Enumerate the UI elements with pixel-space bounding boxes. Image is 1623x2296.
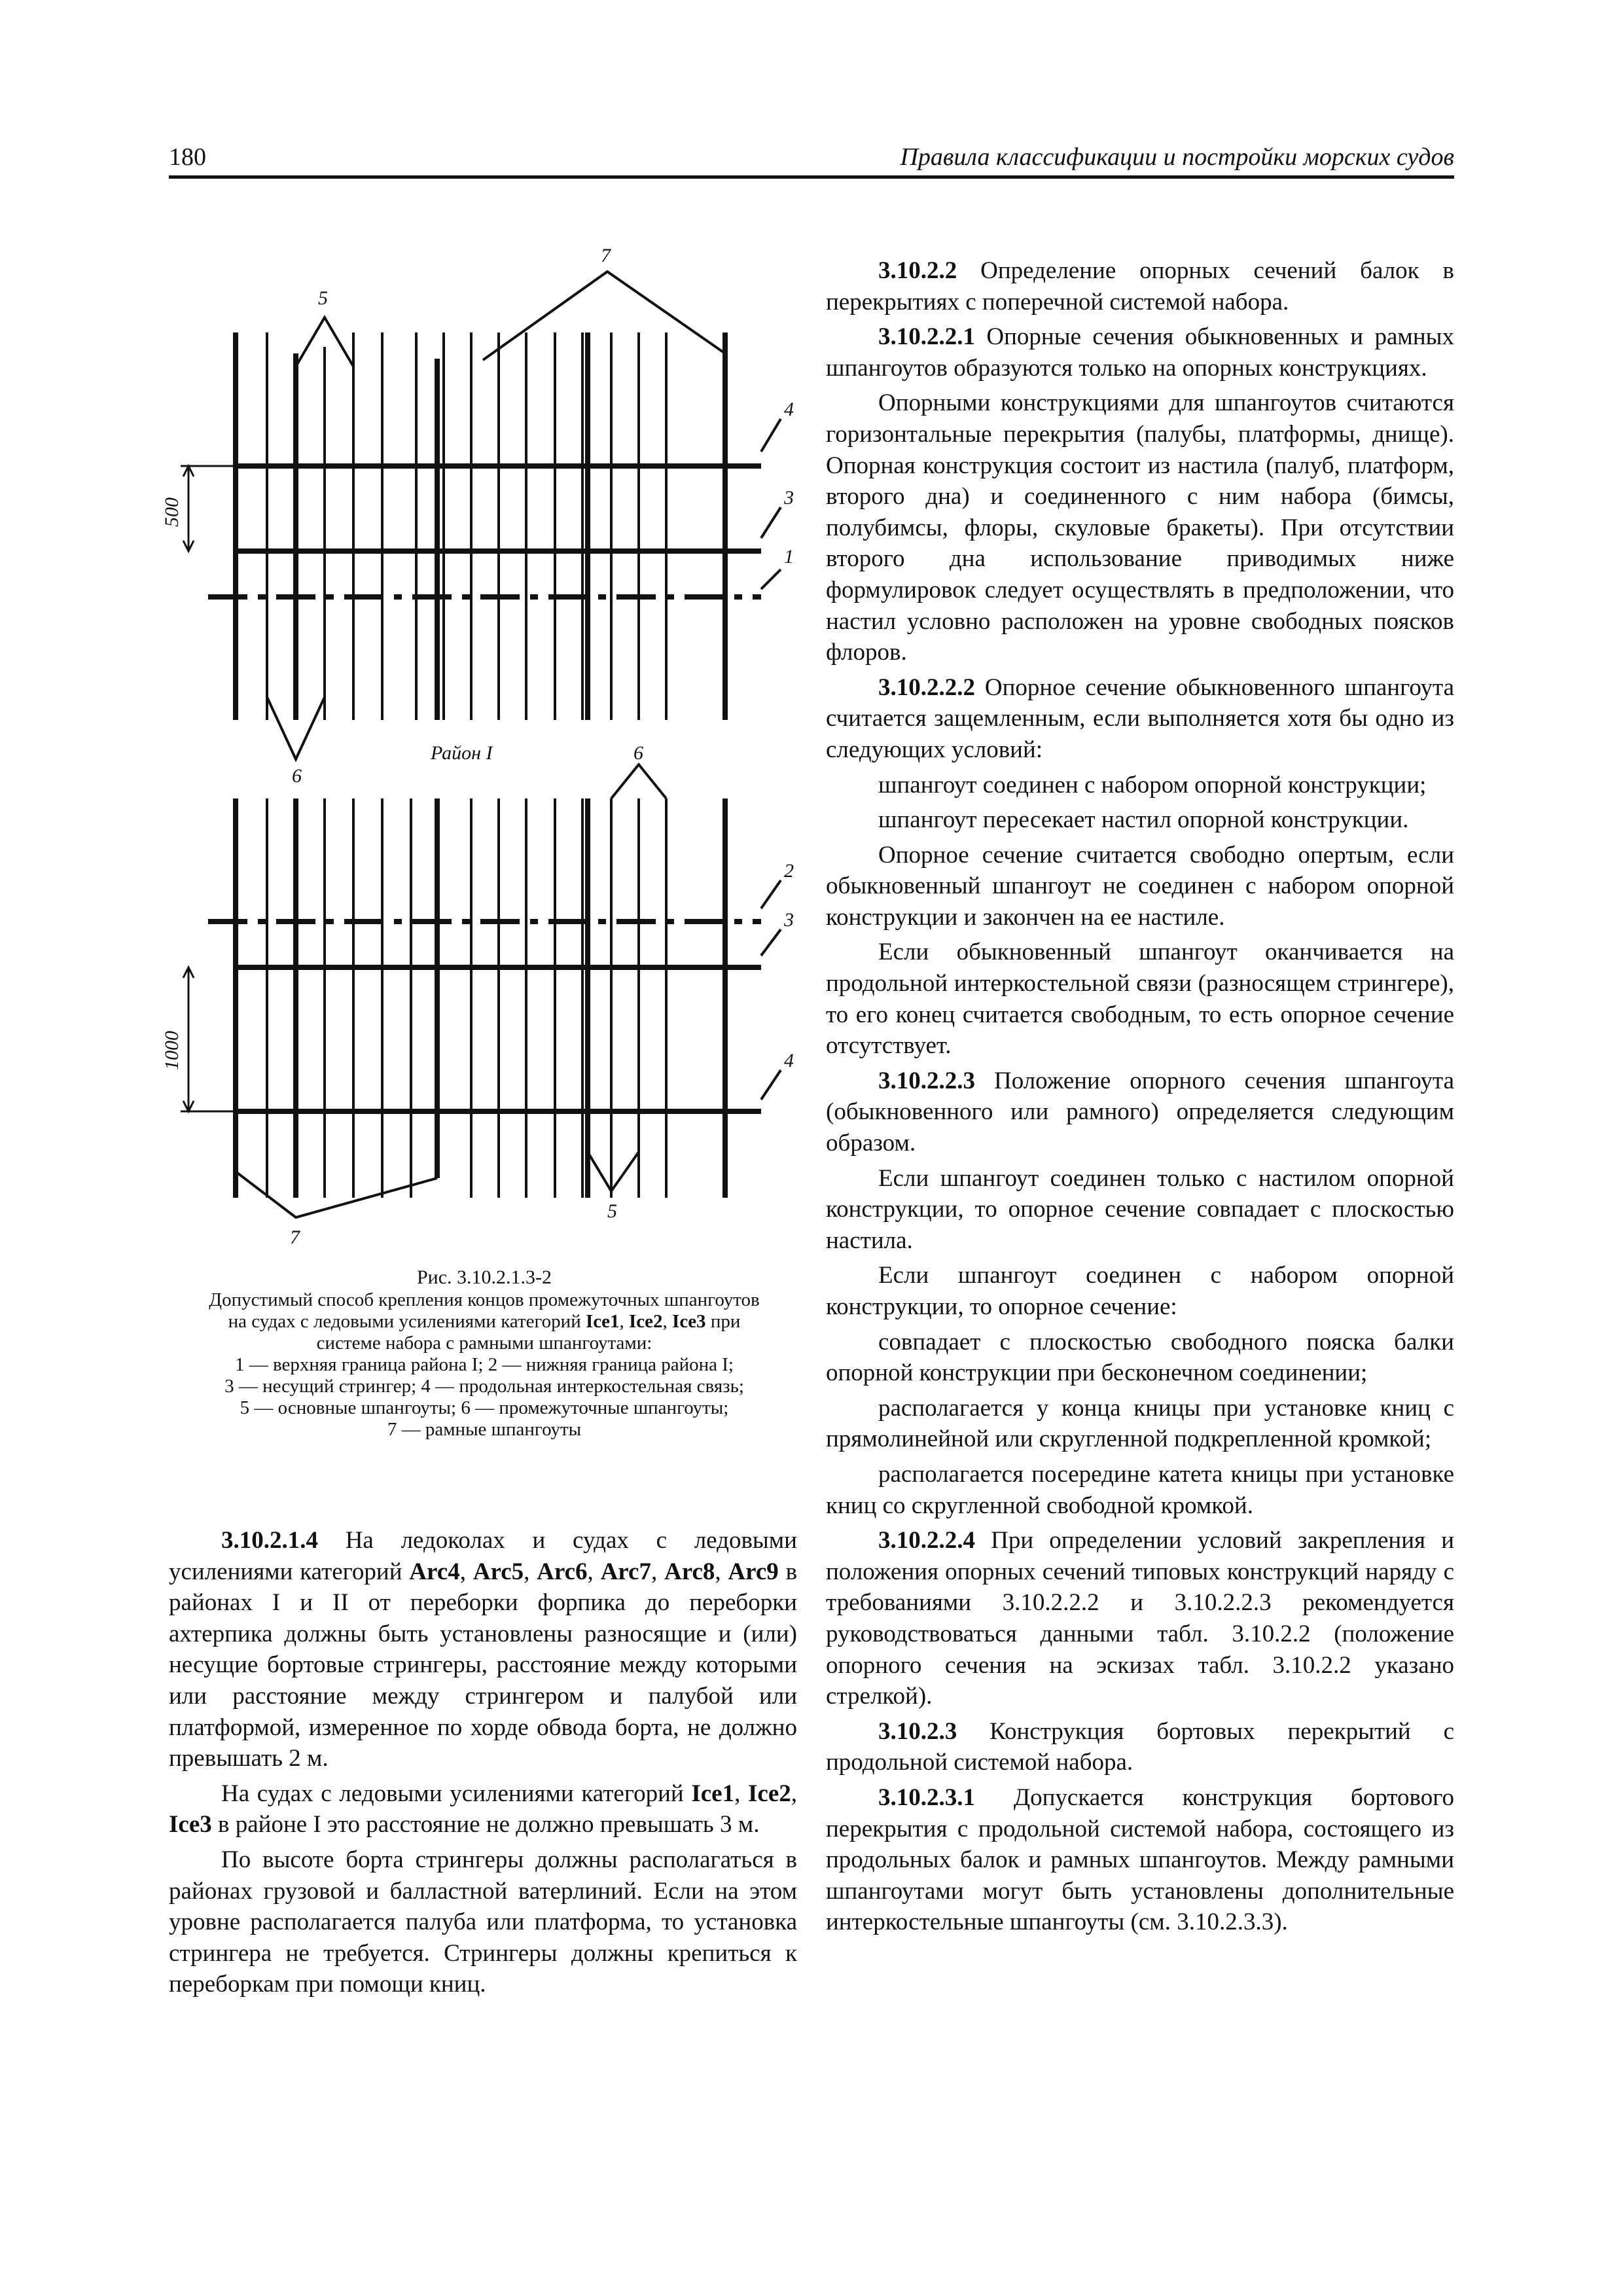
paragraph-case-1: совпадает с плоскостью свободного пояска балки опорной конструкции при бесконечном соединении;	[826, 1328, 1454, 1387]
paragraph-plating-only: Если шпангоут соединен только с настилом опорной конструкции, то опорное сечение совпадает с плоскостью настила.	[826, 1164, 1454, 1254]
paragraph-case-3: располагается посередине катета кницы при установке книц со скругленной свободной кромкой.	[826, 1460, 1454, 1519]
callout-6-upper-label: 6	[633, 742, 643, 764]
header-rule	[169, 175, 1454, 179]
paragraph-3-10-2-2-1: 3.10.2.2.1 Опорные сечения обыкновенных и рамных шпангоутов образуются только на опорных конструкциях.	[826, 323, 1454, 382]
paragraph-3-10-2-2-4: 3.10.2.2.4 При определении условий закрепления и положения опорных сечений типовых конструкций наряду с требованиями 3.10.2.2.2 и 3.10.2.2.3 рекомендуется руководствоваться данными табл. 3.10.2.2 (положение опорного сечения на эскизах табл. 3.10.2.2 указано стрелкой).	[826, 1527, 1454, 1710]
paragraph-3-10-2-2-2: 3.10.2.2.2 Опорное сечение обыкновенного шпангоута считается защемленным, если выполняется хотя бы одно из следующих условий:	[826, 673, 1454, 763]
callout-7-bottom-label: 7	[290, 1227, 300, 1248]
callout-5-bottom-marker	[588, 1152, 639, 1191]
running-title: Правила классификации и постройки морских судов	[900, 143, 1454, 171]
callout-7-top-label: 7	[601, 245, 611, 266]
dimension-1000-label: 1000	[161, 1031, 183, 1070]
right-column	[826, 255, 1454, 1942]
caption-line-1: Допустимый способ крепления концов промежуточных шпангоутов	[209, 1289, 760, 1310]
paragraph-simply-supported: Опорное сечение считается свободно опертым, если обыкновенный шпангоут не соединен с набором опорной конструкции и закончен на ее настиле.	[826, 841, 1454, 931]
paragraph-3-10-2-3: 3.10.2.3 Конструкция бортовых перекрытий с продольной системой набора.	[826, 1717, 1454, 1776]
paragraph-ice-categories: На судах с ледовыми усилениями категорий Ice1, Ice2, Ice3 в районе I это расстояние не должно превышать 3 м.	[169, 1780, 797, 1839]
upper-intermediate-frames	[267, 332, 666, 720]
callout-6-lower-left-label: 6	[292, 765, 302, 787]
paragraph-3-10-2-3-1: 3.10.2.3.1 Допускается конструкция бортового перекрытия с продольной системой набора, состоящего из продольных балок и рамных шпангоутов. Между рамными шпангоутами могут быть установлены дополнительные интеркостельные шпангоуты (см. 3.10.2.3.3).	[826, 1784, 1454, 1936]
figure-caption	[157, 1266, 812, 1441]
paragraph-free-end: Если обыкновенный шпангоут оканчивается на продольной интеркостельной связи (разносящем стрингере), то его конец считается свободным, то есть опорное сечение отсутствует.	[826, 939, 1454, 1060]
paragraph-support-structures: Опорными конструкциями для шпангоутов считаются горизонтальные перекрытия (палубы, платформы, днище). Опорная конструкция состоит из настила (палуб, платформ, второго дна) и соединенного с ним набора (бимсы, полубимсы, флоры, скуловые бракеты). При отсутствии второго дна использование приводимых ниже формулировок следует осуществлять в предположении, что настил условно расположен на уровне свободных поясков флоров.	[826, 389, 1454, 666]
paragraph-3-10-2-2: 3.10.2.2 Определение опорных сечений балок в перекрытиях с поперечной системой набора.	[826, 257, 1454, 315]
caption-legend-3: 5 — основные шпангоуты; 6 — промежуточные шпангоуты;	[240, 1397, 729, 1418]
callout-4-upper-label: 4	[784, 399, 794, 420]
paragraph-condition-1: шпангоут соединен с набором опорной конструкции;	[878, 771, 1427, 798]
dimension-500-label: 500	[161, 497, 183, 527]
caption-line-3: системе набора с рамными шпангоутами:	[316, 1333, 652, 1354]
paragraph-3-10-2-1-4: 3.10.2.1.4 На ледоколах и судах с ледовыми усилениями категорий Arc4, Arc5, Arc6, Arc7, Arc8, Arc9 в районах I и II от переборки форпика до переборки ахтерпика должны быть установлены разносящие и (или) несущие бортовые стрингеры, расстояние между которыми или расстояние между стрингером и палубой или платформой, измеренное по хорде обвода борта, не должно превышать 2 м.	[169, 1527, 798, 1772]
caption-line-2: на судах с ледовыми усилениями категорий Ice1, Ice2, Ice3 при	[228, 1311, 741, 1332]
left-column	[169, 1525, 797, 2004]
callout-6-right-marker	[611, 764, 666, 798]
callout-5-top-label: 5	[318, 287, 328, 309]
paragraph-3-10-2-2-3: 3.10.2.2.3 Положение опорного сечения шпангоута (обыкновенного или рамного) определяется следующим образом.	[826, 1067, 1454, 1157]
callout-5-bottom-label: 5	[607, 1200, 617, 1222]
frame-diagram	[161, 236, 797, 1257]
callout-7-top-marker	[483, 272, 725, 360]
figure-frame-diagram	[161, 236, 797, 1257]
callout-2-label: 2	[784, 860, 794, 882]
caption-legend-1: 1 — верхняя граница района I; 2 — нижняя граница района I;	[234, 1354, 734, 1375]
callout-3-lower-label: 3	[784, 909, 794, 931]
lower-intermediate-frames	[267, 798, 666, 1198]
caption-number: Рис. 3.10.2.1.3-2	[416, 1266, 552, 1288]
paragraph-case-2: располагается у конца кницы при установке книц с прямолинейной или скругленной подкрепленной кромкой;	[826, 1394, 1454, 1453]
paragraph-framing-connected: Если шпангоут соединен с набором опорной конструкции, то опорное сечение:	[826, 1262, 1454, 1320]
callout-1-label: 1	[784, 546, 794, 567]
caption-legend-2: 3 — несущий стрингер; 4 — продольная интеркостельная связь;	[224, 1376, 744, 1397]
upper-main-frames	[236, 332, 725, 720]
callout-4-lower-label: 4	[784, 1050, 794, 1071]
area-label: Район I	[431, 742, 493, 764]
paragraph-condition-2: шпангоут пересекает настил опорной конструкции.	[878, 806, 1409, 834]
caption-legend-4: 7 — рамные шпангоуты	[387, 1419, 582, 1440]
callout-3-upper-label: 3	[784, 487, 794, 509]
paragraph-stringer-height: По высоте борта стрингеры должны располагаться в районах грузовой и балластной ватерлиний. Если на этом уровне располагается палуба или платформа, то установка стрингера не требуется. Стрингеры должны крепиться к переборкам при помощи книц.	[169, 1846, 797, 1998]
lower-main-frames	[236, 798, 725, 1198]
page-number: 180	[169, 143, 206, 171]
